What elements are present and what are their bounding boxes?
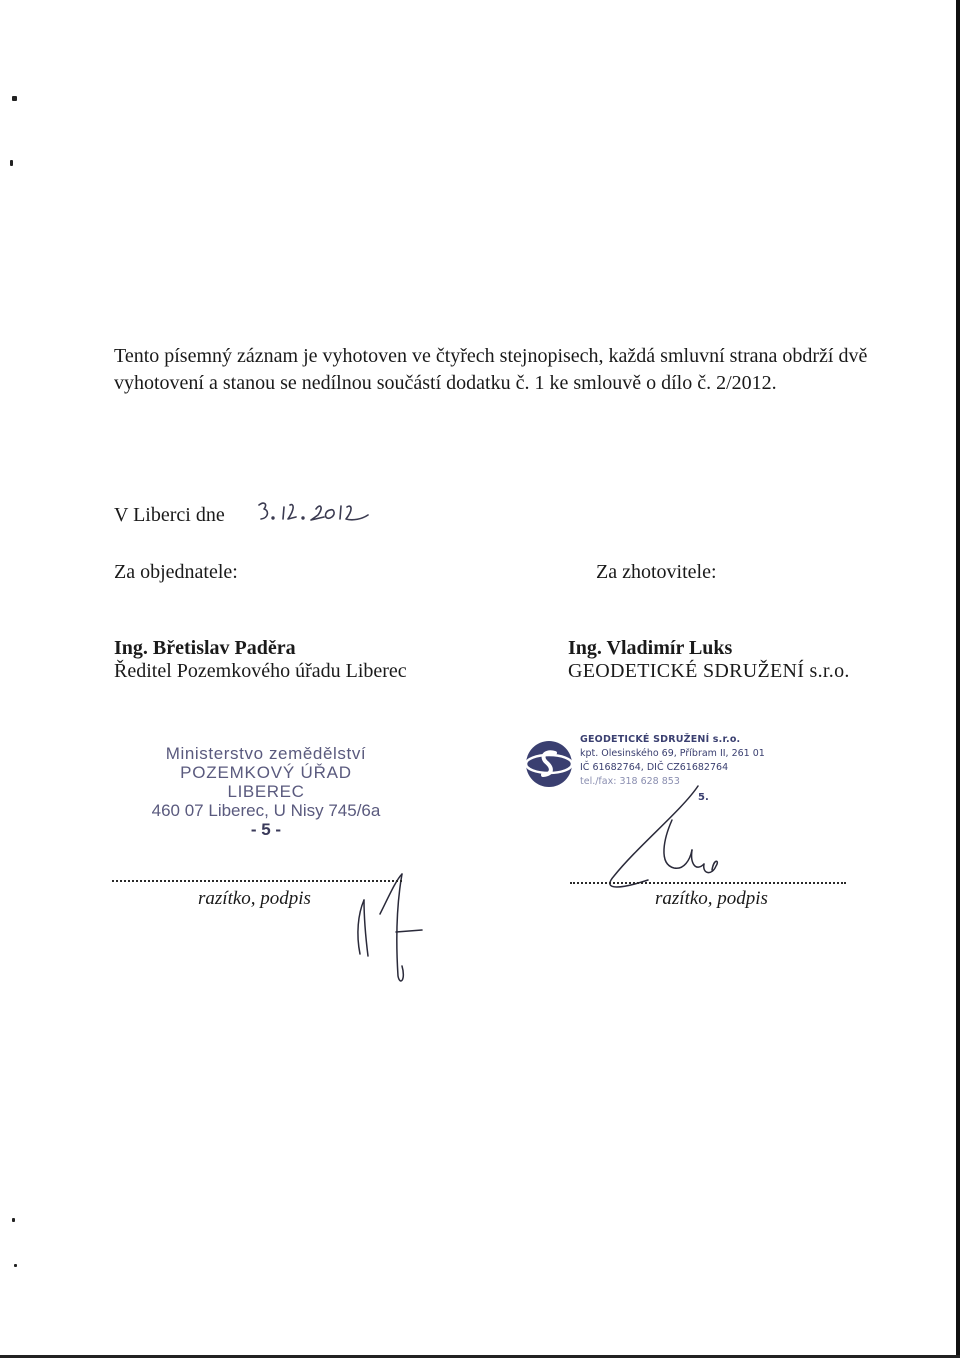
scan-speck <box>12 1218 15 1222</box>
handwritten-date <box>250 495 400 531</box>
contractor-label: Za zhotovitele: <box>596 561 717 583</box>
stamp-company-phone: tel./fax: 318 628 853 <box>580 776 680 787</box>
signature-caption-left: razítko, podpis <box>198 888 311 909</box>
stamp-city: LIBEREC <box>227 782 305 801</box>
stamp-address: 460 07 Liberec, U Nisy 745/6a <box>151 801 381 820</box>
signature-caption-right: razítko, podpis <box>655 888 768 909</box>
scan-edge-right <box>956 0 960 1358</box>
signature-line-right <box>570 882 846 884</box>
client-signatory-name: Ing. Břetislav Paděra <box>114 637 296 659</box>
client-signatory-role: Ředitel Pozemkového úřadu Liberec <box>114 660 407 682</box>
scan-speck <box>14 1264 17 1267</box>
stamp-ministry: Ministerstvo zemědělství <box>165 744 367 763</box>
stamp-number: - 5 - <box>250 820 282 839</box>
stamp-company-ids: IČ 61682764, DIČ CZ61682764 <box>580 762 729 773</box>
stamp-office: POZEMKOVÝ ÚŘAD <box>180 763 352 782</box>
stamp-mark: 5. <box>698 792 709 803</box>
client-office-stamp <box>146 744 386 839</box>
client-signature <box>340 868 430 988</box>
company-logo-icon <box>524 739 574 789</box>
contractor-company: GEODETICKÉ SDRUŽENÍ s.r.o. <box>568 660 850 682</box>
client-label: Za objednatele: <box>114 561 238 583</box>
stamp-company-name: GEODETICKÉ SDRUŽENÍ s.r.o. <box>580 734 741 745</box>
scan-speck <box>10 160 13 166</box>
signature-line-left <box>112 880 402 882</box>
statement-paragraph <box>114 343 874 397</box>
statement-line: vyhotovení a stanou se nedílnou součástí dodatku č. 1 ke smlouvě o dílo č. 2/2012. <box>114 372 777 394</box>
statement-line: Tento písemný záznam je vyhotoven ve čtyřech stejnopisech, každá smluvní strana obdrží dvě <box>114 345 868 367</box>
place-date-label: V Liberci dne <box>114 504 225 526</box>
scan-speck <box>12 96 17 101</box>
contractor-signatory-name: Ing. Vladimír Luks <box>568 637 733 659</box>
stamp-company-address: kpt. Olesinského 69, Příbram II, 261 01 <box>580 748 765 759</box>
